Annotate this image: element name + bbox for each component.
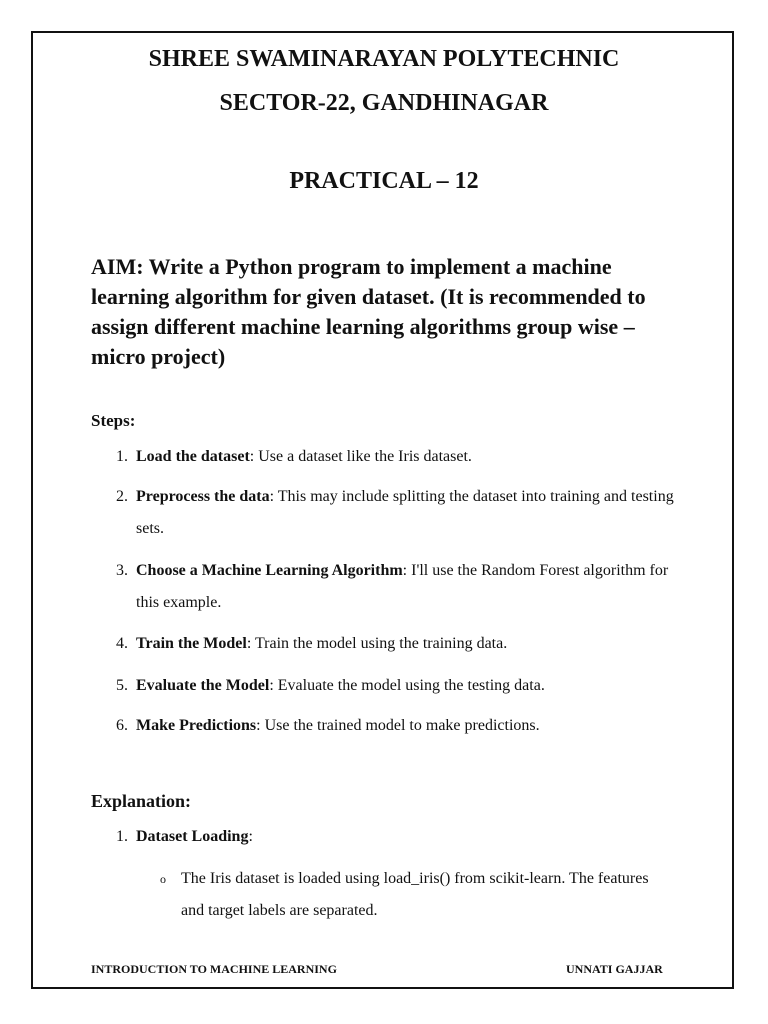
step-number: 3.	[116, 562, 128, 579]
step-item	[108, 628, 688, 660]
footer-author: UNNATI GAJJAR	[566, 962, 663, 976]
step-number: 2.	[116, 488, 128, 505]
step-term: Preprocess the data	[136, 488, 270, 505]
step-desc: : I'll use the Random Forest algorithm for this example.	[136, 562, 669, 611]
step-item	[108, 555, 688, 619]
explanation-item	[108, 821, 688, 853]
explanation-subitem	[160, 863, 660, 927]
step-term: Make Predictions	[136, 717, 257, 734]
step-number: 4.	[116, 635, 128, 652]
step-item	[108, 710, 688, 742]
step-term: Choose a Machine Learning Algorithm	[136, 562, 403, 579]
explanation-subitem-text: The Iris dataset is loaded using load_iris() from scikit-learn. The features and target labels are separated.	[181, 870, 649, 919]
step-term: Evaluate the Model	[136, 677, 270, 694]
step-number: 5.	[116, 677, 128, 694]
step-desc: : Use a dataset like the Iris dataset.	[249, 448, 472, 465]
practical-title: PRACTICAL – 12	[289, 168, 479, 194]
step-item	[108, 481, 688, 545]
hollow-bullet-icon: o	[160, 872, 166, 886]
institute-name: SHREE SWAMINARAYAN POLYTECHNIC	[148, 46, 620, 72]
step-term: Train the Model	[136, 635, 247, 652]
step-item	[108, 441, 688, 473]
footer-subject: INTRODUCTION TO MACHINE LEARNING	[91, 962, 337, 976]
explanation-number: 1.	[116, 828, 128, 845]
explanation-desc: :	[248, 828, 253, 845]
step-item	[108, 670, 688, 702]
step-desc: : Evaluate the model using the testing data.	[269, 677, 545, 694]
explanation-term: Dataset Loading	[136, 828, 249, 845]
step-number: 6.	[116, 717, 128, 734]
step-number: 1.	[116, 448, 128, 465]
step-term: Load the dataset	[136, 448, 250, 465]
step-desc: : This may include splitting the dataset into training and testing sets.	[136, 488, 674, 537]
steps-heading: Steps:	[91, 411, 136, 430]
aim-statement: AIM: Write a Python program to implement a machine learning algorithm for given dataset. (It is recommended to assign different machine learning algorithms group wise – micro project)	[91, 254, 646, 369]
step-desc: : Use the trained model to make predictions.	[256, 717, 540, 734]
step-desc: : Train the model using the training data.	[246, 635, 508, 652]
explanation-heading: Explanation:	[91, 791, 192, 811]
institute-location: SECTOR-22, GANDHINAGAR	[219, 90, 549, 116]
